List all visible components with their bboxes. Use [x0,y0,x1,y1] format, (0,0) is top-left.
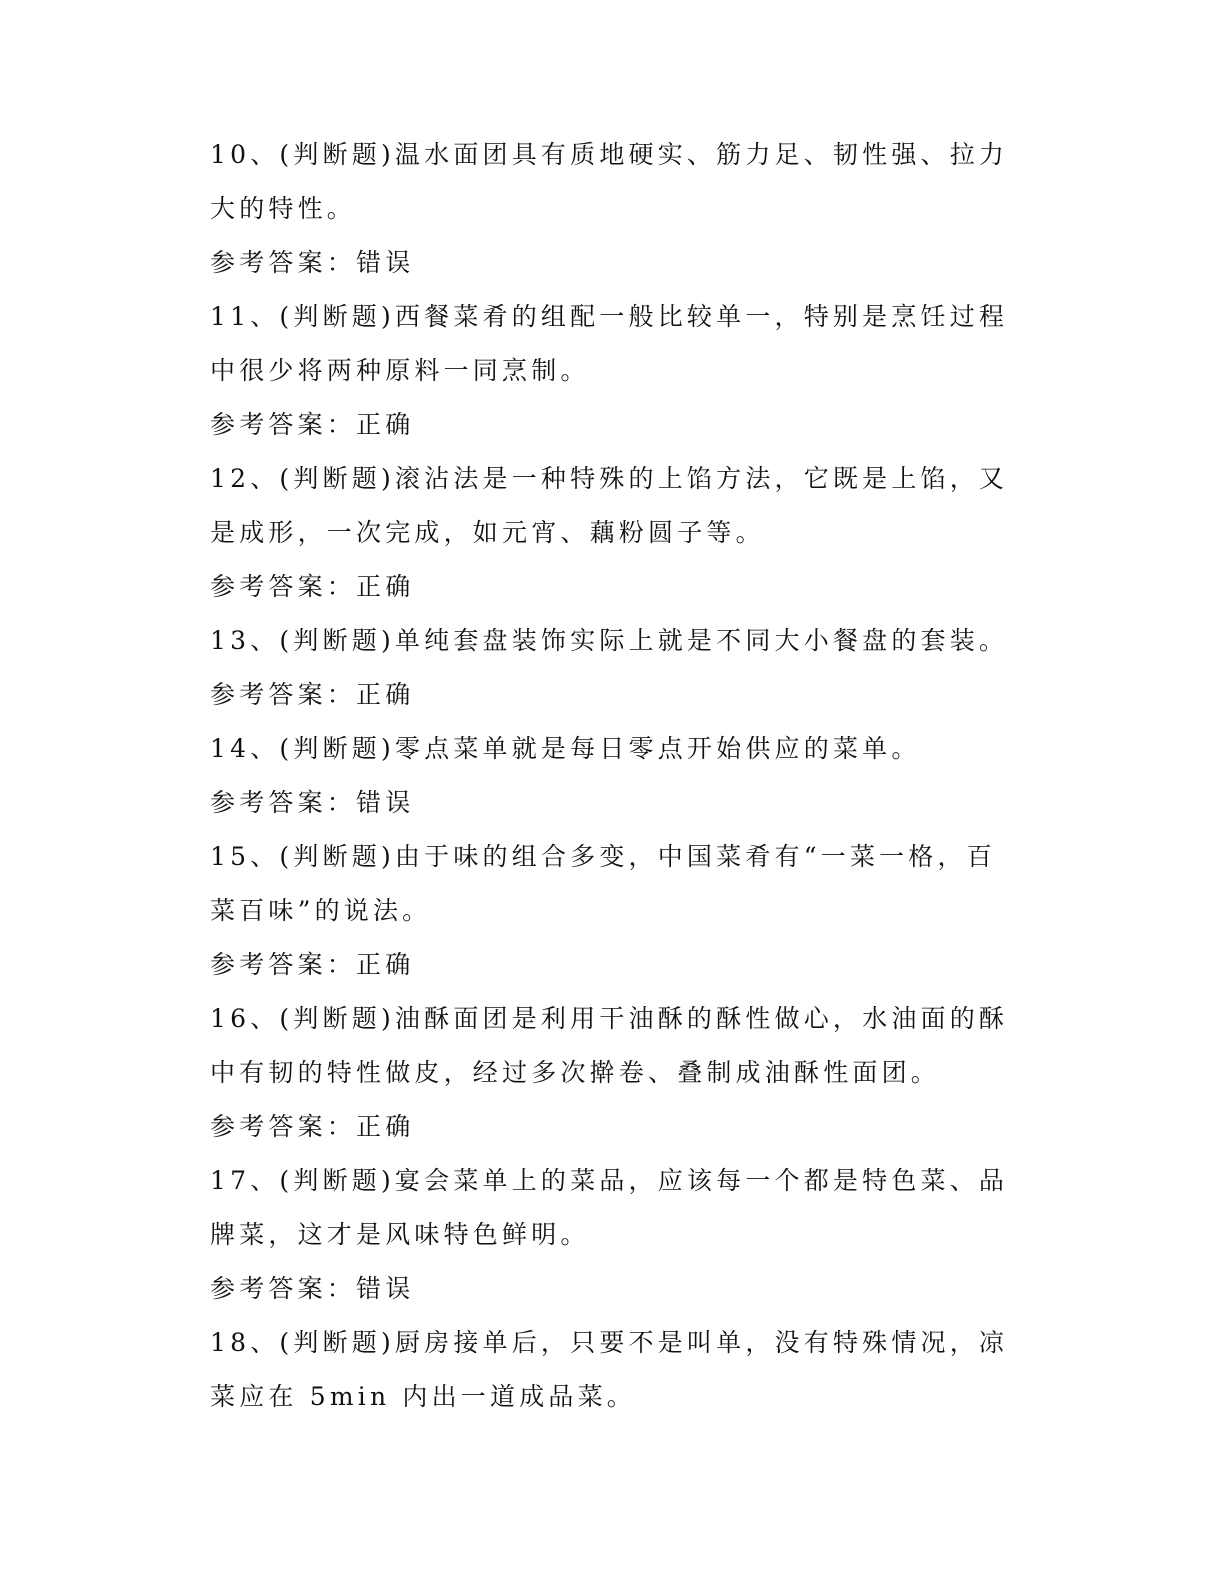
reference-answer: 参考答案：正确 [210,680,415,709]
question-text-line: 10、(判断题)温水面团具有质地硬实、筋力足、韧性强、拉力 [210,140,1009,169]
reference-answer: 参考答案：正确 [210,572,415,601]
question-13 [210,614,1009,722]
question-text-line: 14、(判断题)零点菜单就是每日零点开始供应的菜单。 [210,734,921,763]
question-10 [210,128,1009,290]
question-11 [210,290,1009,452]
question-text-line: 16、(判断题)油酥面团是利用干油酥的酥性做心，水油面的酥 [210,1004,1009,1033]
question-text-line: 是成形，一次完成，如元宵、藕粉圆子等。 [210,518,765,547]
question-16 [210,992,1009,1154]
reference-answer: 参考答案：错误 [210,248,415,277]
reference-answer: 参考答案：错误 [210,788,415,817]
question-text-line: 菜百味”的说法。 [210,896,432,925]
question-text-line: 17、(判断题)宴会菜单上的菜品，应该每一个都是特色菜、品 [210,1166,1009,1195]
question-text-line: 13、(判断题)单纯套盘装饰实际上就是不同大小餐盘的套装。 [210,626,1009,655]
question-text-line: 12、(判断题)滚沾法是一种特殊的上馅方法，它既是上馅，又 [210,464,1009,493]
question-text-line: 18、(判断题)厨房接单后，只要不是叫单，没有特殊情况，凉 [210,1328,1009,1357]
question-12 [210,452,1009,614]
question-18 [210,1316,1009,1424]
reference-answer: 参考答案：正确 [210,410,415,439]
question-15 [210,830,996,992]
question-17 [210,1154,1009,1316]
question-14 [210,722,982,830]
question-text-line: 11、(判断题)西餐菜肴的组配一般比较单一，特别是烹饪过程 [210,302,1009,331]
reference-answer: 参考答案：错误 [210,1274,415,1303]
question-text-line: 菜应在 5min 内出一道成品菜。 [210,1382,637,1411]
question-text-line: 15、(判断题)由于味的组合多变，中国菜肴有“一菜一格，百 [210,842,996,871]
question-list [210,128,1009,1424]
question-text-line: 大的特性。 [210,194,357,223]
question-text-line: 中有韧的特性做皮，经过多次擀卷、叠制成油酥性面团。 [210,1058,941,1087]
question-text-line: 中很少将两种原料一同烹制。 [210,356,590,385]
reference-answer: 参考答案：正确 [210,950,415,979]
question-text-line: 牌菜，这才是风味特色鲜明。 [210,1220,590,1249]
reference-answer: 参考答案：正确 [210,1112,415,1141]
